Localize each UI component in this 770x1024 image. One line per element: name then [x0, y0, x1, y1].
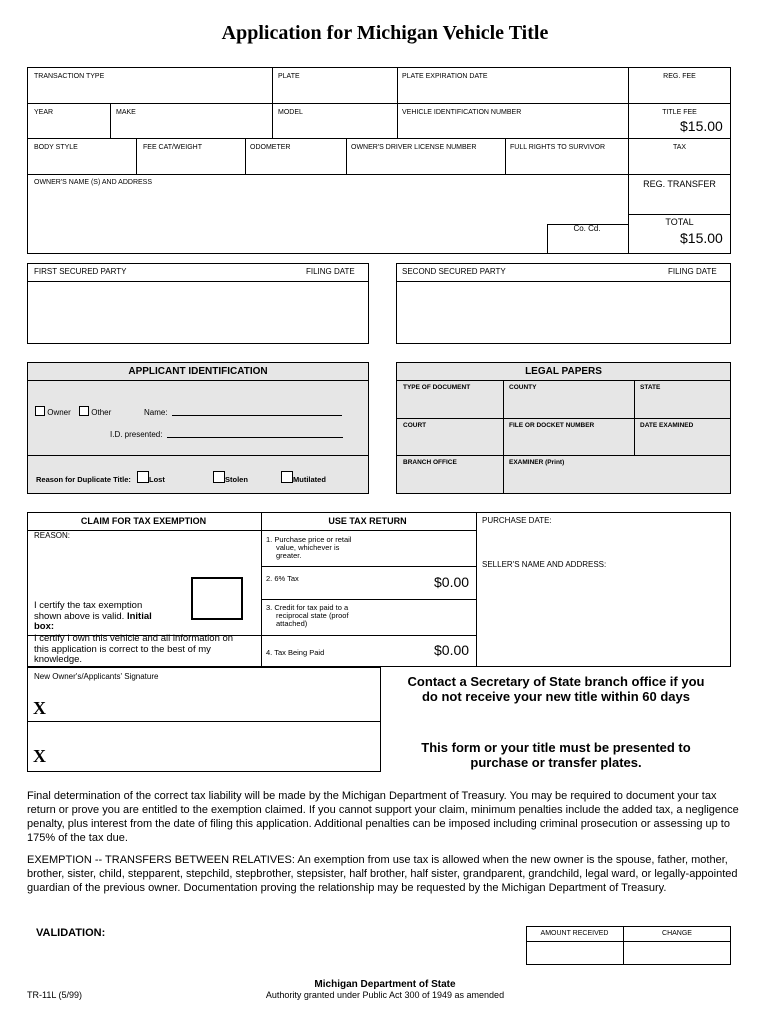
- vin-label: VEHICLE IDENTIFICATION NUMBER: [402, 109, 522, 116]
- initial-label: Initial: [126, 610, 152, 622]
- six-percent-tax-value: $0.00: [434, 574, 470, 590]
- tax-label: TAX: [672, 144, 687, 151]
- box-label: box:: [34, 621, 55, 632]
- contact-notice-line1: Contact a Secretary of State branch office if you: [407, 674, 705, 689]
- signature-box: [27, 667, 381, 772]
- owner-license-label: OWNER'S DRIVER LICENSE NUMBER: [351, 144, 477, 151]
- footer-department: Michigan Department of State: [314, 979, 456, 990]
- odometer-label: ODOMETER: [250, 144, 291, 151]
- use-tax-line1b: value, whichever is: [276, 543, 340, 552]
- seller-name-label: SELLER'S NAME AND ADDRESS:: [482, 560, 607, 569]
- certify-owner-line3: knowledge.: [34, 654, 83, 665]
- other-label: Other: [91, 408, 112, 417]
- tax-exemption-header: CLAIM FOR TAX EXEMPTION: [80, 516, 207, 526]
- name-input-line[interactable]: [172, 415, 342, 416]
- lost-checkbox[interactable]: [137, 471, 149, 483]
- fee-category-label: FEE CAT/WEIGHT: [143, 144, 202, 151]
- signature-label: New Owner's/Applicants' Signature: [34, 672, 159, 681]
- legal-papers-header: LEGAL PAPERS: [525, 366, 602, 377]
- title-fee-label: TITLE FEE: [662, 109, 697, 116]
- use-tax-line1c: greater.: [276, 551, 302, 560]
- page-title: Application for Michigan Vehicle Title: [221, 22, 549, 44]
- use-tax-line3b: reciprocal state (proof: [276, 611, 349, 620]
- mutilated-checkbox[interactable]: [281, 471, 293, 483]
- footer-authority: Authority granted under Public Act 300 of 1949 as amended: [265, 990, 505, 1000]
- certify-exemption-line2: shown above is valid.: [34, 610, 125, 622]
- certify-exemption-line1: I certify the tax exemption: [34, 600, 143, 611]
- form-number: TR-11L (5/99): [27, 990, 83, 1000]
- mutilated-label: Mutilated: [293, 475, 326, 484]
- name-label: Name:: [144, 408, 168, 417]
- use-tax-line3c: attached): [276, 619, 308, 628]
- first-filing-date-label: FILING DATE: [306, 267, 355, 276]
- total-label: TOTAL: [665, 217, 694, 227]
- county-code-label: Co. Cd.: [573, 224, 601, 233]
- relatives-exemption-paragraph: EXEMPTION -- TRANSFERS BETWEEN RELATIVES: An exemption from use tax is allowed when the new owner is the spouse, father, mother, brother, sister, child, stepparent, stepchild, stepbrother, stepsister, half brother, half sister, grandparent, grandchild, legal ward, or legally-appointed guardian of the previous owner. Documentation proving the relationship may be requested by the Michigan Department of Treasury.: [27, 854, 738, 894]
- certify-owner-line1: I certify I own this vehicle and all information on: [34, 633, 234, 644]
- reg-transfer-label: REG. TRANSFER: [643, 179, 716, 189]
- state-label: STATE: [640, 384, 661, 391]
- present-notice-line2: purchase or transfer plates.: [470, 755, 642, 770]
- use-tax-line4-label: 4. Tax Being Paid: [266, 648, 325, 657]
- second-secured-party-label: SECOND SECURED PARTY: [402, 267, 506, 276]
- id-presented-label: I.D. presented:: [110, 430, 163, 439]
- other-checkbox[interactable]: [79, 406, 89, 416]
- lost-label: Lost: [148, 475, 165, 484]
- title-fee-value: $15.00: [680, 118, 723, 134]
- contact-notice-line2: do not receive your new title within 60 days: [421, 689, 690, 704]
- type-of-document-label: TYPE OF DOCUMENT: [403, 384, 471, 391]
- owner-label: Owner: [47, 408, 71, 417]
- use-tax-return-header: USE TAX RETURN: [328, 516, 407, 526]
- model-label: MODEL: [278, 109, 303, 116]
- change-label: CHANGE: [662, 930, 692, 937]
- branch-office-label: BRANCH OFFICE: [403, 459, 457, 466]
- court-label: COURT: [403, 422, 427, 429]
- year-label: YEAR: [34, 109, 54, 116]
- plate-label: PLATE: [278, 73, 300, 80]
- full-rights-label: FULL RIGHTS TO SURVIVOR: [510, 144, 606, 151]
- county-label: COUNTY: [509, 384, 537, 391]
- date-examined-label: DATE EXAMINED: [640, 422, 694, 429]
- plate-expiration-label: PLATE EXPIRATION DATE: [402, 73, 488, 80]
- purchase-date-label: PURCHASE DATE:: [482, 516, 552, 525]
- initial-box[interactable]: [191, 577, 243, 620]
- first-secured-party-label: FIRST SECURED PARTY: [34, 267, 127, 276]
- signature-line-1[interactable]: X: [33, 698, 46, 718]
- stolen-checkbox[interactable]: [213, 471, 225, 483]
- body-style-label: BODY STYLE: [34, 144, 78, 151]
- second-filing-date-label: FILING DATE: [668, 267, 717, 276]
- use-tax-line3a: 3. Credit for tax paid to a: [266, 603, 349, 612]
- present-notice-line1: This form or your title must be presented to: [421, 740, 691, 755]
- transaction-type-label: TRANSACTION TYPE: [34, 73, 105, 80]
- tax-being-paid-value: $0.00: [434, 642, 470, 658]
- make-label: MAKE: [116, 109, 136, 116]
- applicant-identification-header: APPLICANT IDENTIFICATION: [128, 366, 268, 377]
- validation-label: VALIDATION:: [36, 927, 106, 939]
- file-docket-label: FILE OR DOCKET NUMBER: [509, 422, 595, 429]
- id-presented-input-line[interactable]: [167, 437, 343, 438]
- owner-name-label: OWNER'S NAME (S) AND ADDRESS: [34, 179, 153, 186]
- duplicate-reason-label: Reason for Duplicate Title:: [36, 475, 131, 484]
- signature-line-2[interactable]: X: [33, 746, 46, 766]
- exemption-reason-label: REASON:: [34, 531, 71, 540]
- examiner-label: EXAMINER (Print): [509, 459, 565, 466]
- use-tax-line2-label: 2. 6% Tax: [266, 574, 299, 583]
- amount-received-label: AMOUNT RECEIVED: [540, 930, 609, 937]
- total-value: $15.00: [680, 230, 723, 246]
- use-tax-line1a: 1. Purchase price or retail: [266, 535, 352, 544]
- stolen-label: Stolen: [225, 475, 248, 484]
- owner-checkbox[interactable]: [35, 406, 45, 416]
- certify-owner-line2: this application is correct to the best of my: [34, 643, 211, 655]
- tax-liability-paragraph: Final determination of the correct tax liability will be made by the Michigan Department of Treasury. You may be required to document your tax return or prove you are entitled to the exemption claimed. If you cannot support your claim, minimum penalties include the added tax, a negligence penalty, plus interest from the date of filing this application. Additional penalties can be imposed including criminal prosecution or assessing up to 175% of the tax due.: [27, 790, 739, 844]
- reg-fee-label: REG. FEE: [663, 73, 696, 80]
